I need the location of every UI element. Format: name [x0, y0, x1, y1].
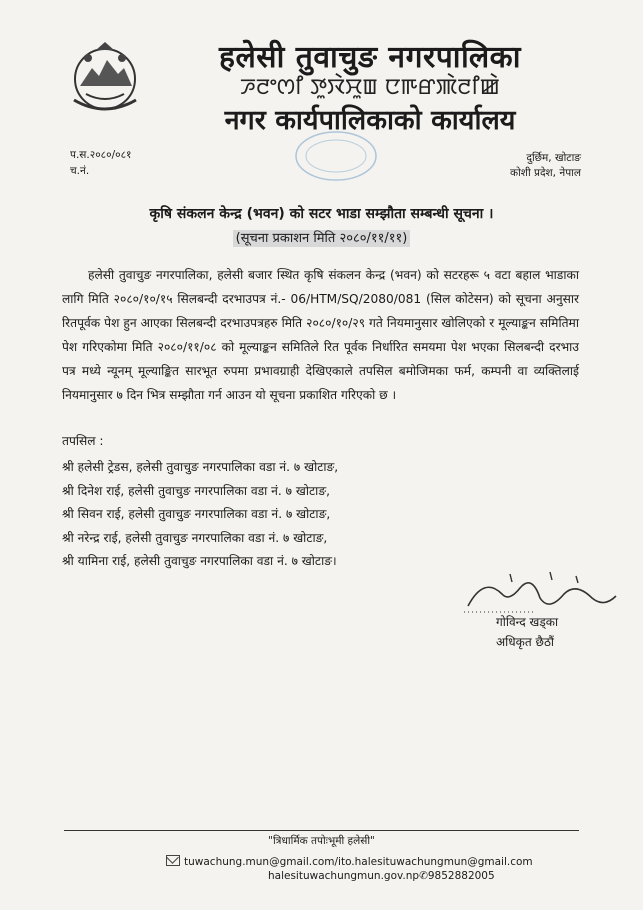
notice-body: हलेसी तुवाचुङ नगरपालिका, हलेसी बजार स्थित कृषि संकलन केन्द्र (भवन) को सटरहरू ५ वटा बहाल भाडाका लागि मिति २०८०/१०/१५ सिलबन्दी दरभाउपत्र नं.- 06/HTM/SQ/2080/081 (सिल कोटेसन) को सूचना अनुसार रितपूर्वक पेश हुन आएका सिलबन्दी दरभाउपत्रहरु मिति २०८०/१०/२९ गते नियमानुसार खोलिएको र मूल्याङ्कन समितिमा पेश गरिएकोमा मिति २०८०/११/०८ को मूल्याङ्कन समितिले रित पूर्वक निर्धारित समयमा पेश भएका सिलबन्दी दरभाउ पत्र मध्ये न्यूनम् मूल्याङ्कित सारभूत रुपमा प्रभावग्राही देखिएकाले तपसिल बमोजिमका फर्म, कम्पनी वा व्यक्तिलाई नियमानुसार ७ दिन भित्र सम्झौता गर्न आउन यो सूचना प्रकाशित गरिएको छ ।	[62, 268, 579, 402]
office-stamp-icon	[284, 128, 384, 186]
mail-icon	[166, 855, 180, 866]
signer-block	[496, 612, 558, 652]
contact-emails: tuwachung.mun@gmail.com/ito.halesituwachungmun@gmail.com	[184, 856, 533, 868]
contact-website-phone: halesituwachungmun.gov.np✆9852882005	[268, 870, 495, 882]
chalani-number: च.नं.	[70, 165, 90, 177]
awardee-list	[62, 456, 338, 574]
office-address	[510, 151, 581, 181]
list-item: श्री हलेसी ट्रेडस, हलेसी तुवाचुङ नगरपालिका वडा नं. ७ खोटाङ,	[62, 460, 339, 474]
office-name-script: ꯍꯂꯦꯁꯤ ꯇꯨꯋꯥꯆꯨꯡ ꯅꯒꯔꯄꯥꯂꯤꯀꯥ	[240, 75, 500, 100]
footer-contact	[166, 855, 533, 883]
publication-date: (सूचना प्रकाशन मिति २०८०/११/११)	[233, 230, 411, 247]
list-item: श्री सिवन राई, हलेसी तुवाचुङ नगरपालिका वडा नं. ७ खोटाङ,	[62, 507, 331, 521]
list-heading: तपसिल :	[62, 434, 104, 448]
signer-designation: अधिकृत छैठौं	[496, 635, 555, 649]
list-item: श्री दिनेश राई, हलेसी तुवाचुङ नगरपालिका वडा नं. ७ खोटाङ,	[62, 483, 330, 498]
patra-sankhya: प.स.२०८०/०८१	[70, 149, 132, 161]
signer-name: गोविन्द खड्का	[496, 615, 559, 629]
reference-numbers	[70, 147, 132, 179]
address-line-1: दुर्छिम, खोटाङ	[526, 152, 581, 164]
notice-subtitle	[60, 228, 583, 246]
letterhead	[150, 40, 590, 138]
address-line-2: कोशी प्रदेश, नेपाल	[510, 167, 581, 179]
office-title: नगर कार्यपालिकाको कार्यालय	[224, 105, 516, 136]
footer-divider	[64, 830, 579, 831]
signature-icon	[454, 568, 624, 616]
list-item: श्री नरेन्द्र राई, हलेसी तुवाचुङ नगरपालिका वडा नं. ७ खोटाङ,	[62, 530, 328, 545]
office-name: हलेसी तुवाचुङ नगरपालिका	[219, 40, 521, 75]
notice-title: कृषि संकलन केन्द्र (भवन) को सटर भाडा सम्झौता सम्बन्धी सूचना ।	[149, 206, 494, 222]
footer-motto: "त्रिधार्मिक तपोःभूमी हलेसी"	[268, 835, 375, 847]
nepal-emblem-icon	[66, 38, 144, 116]
list-item: श्री यामिना राई, हलेसी तुवाचुङ नगरपालिका वडा नं. ७ खोटाङ।	[62, 554, 337, 568]
